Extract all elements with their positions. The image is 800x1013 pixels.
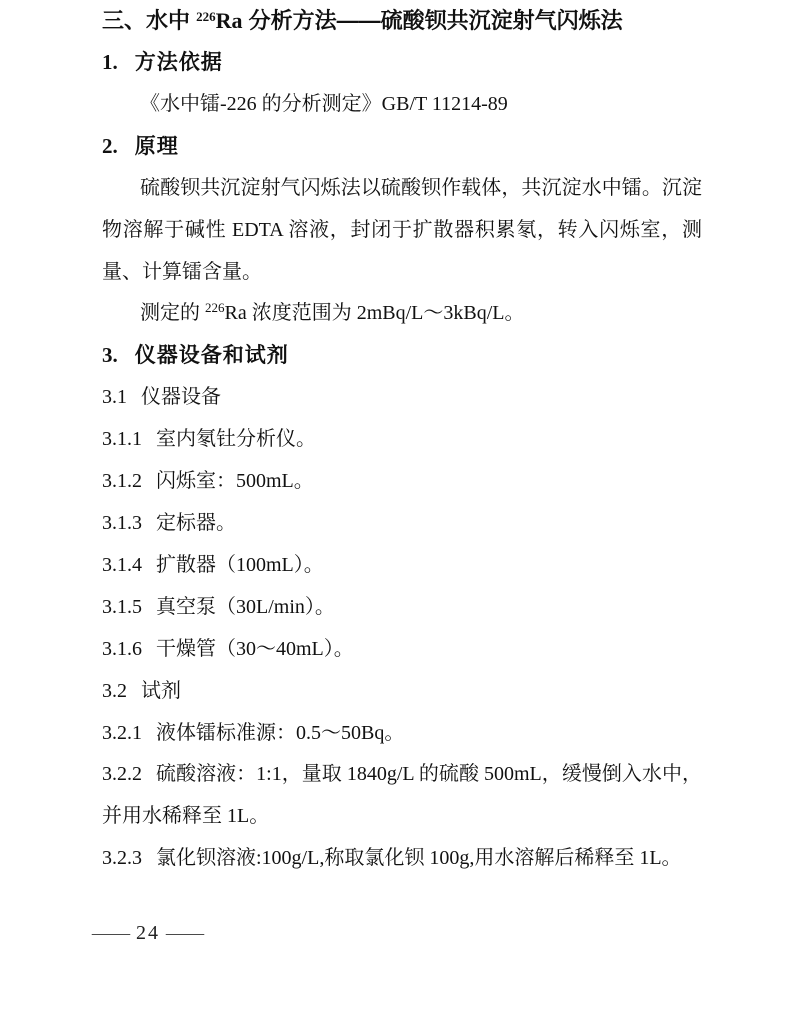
reagent-item <box>102 838 702 880</box>
item-number: 3.2.3 <box>102 847 142 870</box>
reagent-item <box>102 713 702 755</box>
section-number: 1. <box>102 50 118 74</box>
principle-paragraph: 硫酸钡共沉淀射气闪烁法以硫酸钡作载体，共沉淀水中镭。沉淀物溶解于碱性 EDTA 溶液，封闭于扩散器积累氡，转入闪烁室，测量、计算镭含量。 <box>102 176 702 283</box>
section-label: 仪器设备和试剂 <box>134 344 289 368</box>
item-number: 3.1.5 <box>102 595 142 618</box>
page-title <box>102 0 702 42</box>
title-isotope-symbol: Ra <box>215 8 243 33</box>
section-number: 3. <box>102 343 118 368</box>
equipment-item <box>102 503 702 545</box>
range-text-pre: 测定的 <box>140 302 205 325</box>
item-text: 液体镭标准源：0.5～50Bq。 <box>156 721 405 744</box>
footer-dash-left: — <box>92 922 130 944</box>
range-text-post: Ra 浓度范围为 2mBq/L～3kBq/L。 <box>224 302 525 325</box>
subsection-number: 3.2 <box>102 679 127 702</box>
concentration-range-line <box>102 293 702 335</box>
subsection-label: 仪器设备 <box>141 386 221 409</box>
item-text: 真空泵（30L/min）。 <box>156 595 335 618</box>
page-footer <box>92 912 204 954</box>
item-text: 扩散器（100mL）。 <box>156 553 324 576</box>
title-text-post: 分析方法——硫酸钡共沉淀射气闪烁法 <box>242 8 623 33</box>
item-text: 闪烁室：500mL。 <box>156 470 314 493</box>
section-heading-principle <box>102 126 702 168</box>
item-text: 定标器。 <box>156 511 236 534</box>
subsection-number: 3.1 <box>102 386 127 409</box>
section-heading-equipment-reagents <box>102 335 702 377</box>
item-number: 3.1.4 <box>102 553 142 576</box>
equipment-item <box>102 461 702 503</box>
document-content <box>102 0 702 880</box>
item-text: 干燥管（30～40mL）。 <box>156 637 354 660</box>
section-heading-method-basis <box>102 42 702 84</box>
isotope-mass-superscript: 226 <box>205 300 225 316</box>
section-label: 方法依据 <box>134 51 223 74</box>
page-number: 24 <box>136 922 160 944</box>
subsection-heading-equipment <box>102 377 702 419</box>
subsection-label: 试剂 <box>141 679 181 702</box>
subsection-heading-reagents <box>102 671 702 713</box>
item-number: 3.1.1 <box>102 428 142 451</box>
title-text-pre: 三、水中 <box>102 8 197 33</box>
item-number: 3.2.1 <box>102 721 142 744</box>
footer-dash-right: — <box>166 922 204 944</box>
isotope-mass-superscript: 226 <box>196 9 216 24</box>
standard-reference-line: 《水中镭-226 的分析测定》GB/T 11214-89 <box>140 92 508 115</box>
reagent-item <box>102 754 702 838</box>
item-text: 硫酸溶液：1:1，量取 1840g/L 的硫酸 500mL，缓慢倒入水中，并用水稀释至 1L。 <box>102 763 702 828</box>
item-number: 3.1.2 <box>102 470 142 493</box>
equipment-item <box>102 629 702 671</box>
equipment-item <box>102 587 702 629</box>
item-text: 氯化钡溶液:100g/L,称取氯化钡 100g,用水溶解后稀释至 1L。 <box>156 847 682 870</box>
item-text: 室内氡钍分析仪。 <box>156 428 316 451</box>
section-number: 2. <box>102 133 118 158</box>
equipment-item <box>102 419 702 461</box>
item-number: 3.1.3 <box>102 511 142 534</box>
equipment-item <box>102 545 702 587</box>
item-number: 3.1.6 <box>102 637 142 660</box>
item-number: 3.2.2 <box>102 763 142 786</box>
section-label: 原理 <box>134 134 179 158</box>
